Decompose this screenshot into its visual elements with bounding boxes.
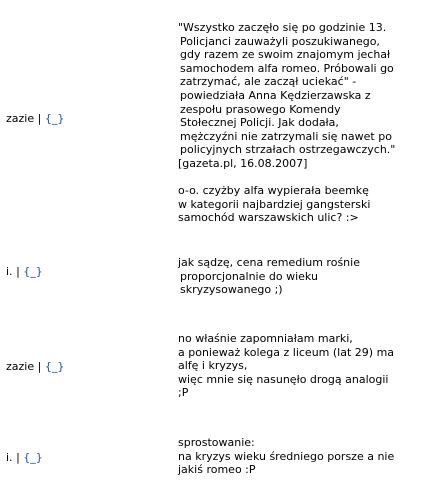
author-separator: | — [37, 112, 42, 125]
comment-text-line: Stołecznej Policji. Jak dodała, — [180, 116, 339, 130]
comment-text-line: zespołu prasowego Komendy — [180, 102, 341, 116]
comment-text-line: alfę i kryzys, — [178, 359, 248, 373]
comment-permalink[interactable]: {_} — [23, 265, 43, 278]
comment-text-line: samochodem alfa romeo. Próbowali go — [180, 61, 394, 75]
comment-text-line: mężczyźni nie zatrzymali się nawet po — [180, 129, 392, 143]
comment-text-line: ;P — [178, 386, 189, 400]
author-separator: | — [16, 451, 20, 464]
comment-text-line: w kategorii najbardziej gangsterski — [178, 197, 371, 211]
comment-text-line: skryzysowanego ;) — [180, 283, 283, 297]
comment-text-line: [gazeta.pl, 16.08.2007] — [178, 156, 308, 170]
author-separator: | — [16, 265, 20, 278]
comment-text-line: "Wszystko zaczęło się po godzinie 13. — [178, 21, 387, 34]
comment-text-line: gdy razem ze swoim znajomym jechał — [180, 48, 391, 62]
comment-author-name: zazie — [6, 112, 35, 125]
comment-text-line: no właśnie zapomniałam marki, — [178, 332, 353, 345]
comment-author-row — [6, 360, 64, 374]
comment-text-line: samochód warszawskich ulic? :> — [178, 211, 359, 225]
comment-text-line: Policjanci zauważyli poszukiwanego, — [180, 34, 380, 48]
comment-author-name: zazie — [6, 360, 35, 373]
comment-author-row — [6, 265, 43, 279]
comment-text-line: o-o. czyżby alfa wypierała beemkę — [178, 184, 369, 198]
comment-text-line: zatrzymać, ale zaczął uciekać" - — [180, 75, 357, 89]
comment-body — [178, 332, 418, 400]
comment-text-line: sprostowanie: — [178, 436, 255, 449]
comment-permalink[interactable]: {_} — [44, 360, 65, 373]
comment-text-line: powiedziała Anna Kędzierzawska z — [180, 88, 371, 102]
paragraph-gap — [178, 171, 418, 185]
author-separator: | — [37, 360, 42, 373]
comment-author-name: i. — [6, 451, 13, 464]
comment-body — [178, 21, 418, 225]
comment-body — [178, 436, 418, 477]
comment-text-line: a ponieważ kolega z liceum (lat 29) ma — [178, 345, 395, 359]
comment-text-line: na kryzys wieku średniego porsze a nie — [178, 449, 395, 463]
comment-permalink[interactable]: {_} — [44, 112, 65, 125]
comment-text-line: więc mnie się nasunęło drogą analogii — [178, 372, 389, 386]
comment-author-name: i. — [6, 265, 13, 278]
comment-author-row — [6, 112, 64, 126]
comment-permalink[interactable]: {_} — [23, 451, 43, 464]
comment-text-line: policyjnych strzałach ostrzegawczych." — [180, 143, 396, 157]
comment-text-line: proporcjonalnie do wieku — [180, 269, 318, 283]
comment-body — [178, 256, 418, 297]
comment-author-row — [6, 451, 43, 465]
comment-text-line: jakiś romeo :P — [178, 463, 256, 477]
comment-text-line: jak sądzę, cena remedium rośnie — [178, 256, 360, 269]
